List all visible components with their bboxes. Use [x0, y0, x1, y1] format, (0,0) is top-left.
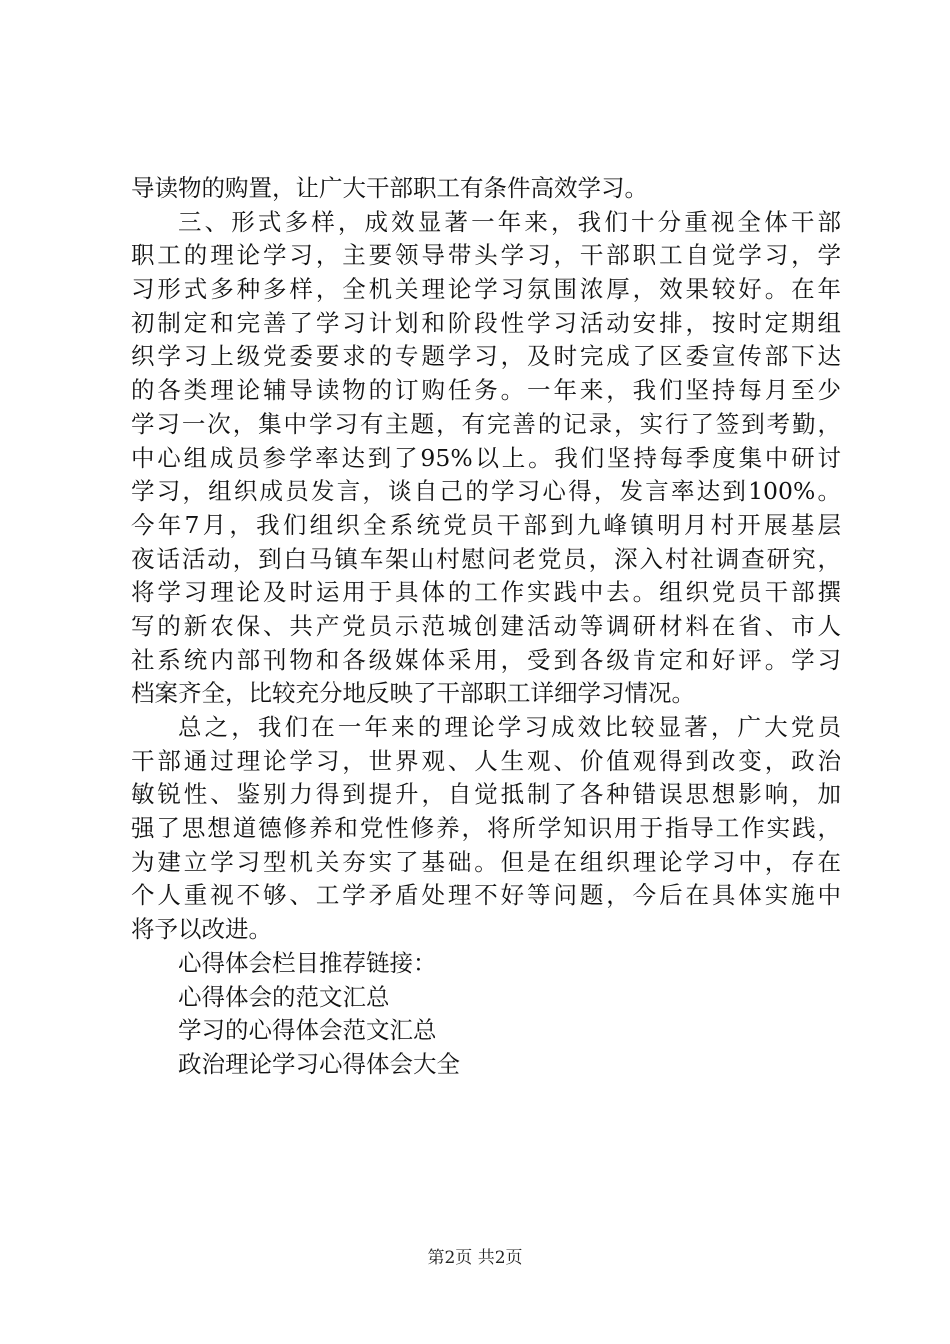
- text-line: 织学习上级党委要求的专题学习，及时完成了区委宣传部下达: [131, 342, 841, 371]
- text-line: 写的新农保、共产党员示范城创建活动等调研材料在省、市人: [131, 611, 841, 640]
- text-line: 的各类理论辅导读物的订购任务。一年来，我们坚持每月至少: [131, 376, 841, 405]
- paragraph-heading-line: 三、形式多样，成效显著一年来，我们十分重视全体干部: [178, 207, 841, 236]
- text-line: 档案齐全，比较充分地反映了干部职工详细学习情况。: [131, 679, 695, 708]
- summary-paragraph-line: 总之，我们在一年来的理论学习成效比较显著，广大党员: [178, 713, 841, 741]
- page-number-footer: 第2页 共2页: [427, 1248, 523, 1268]
- text-line: 学习，组织成员发言，谈自己的学习心得，发言率达到100%。: [131, 477, 841, 506]
- recommended-link-1[interactable]: 心得体会的范文汇总: [178, 982, 390, 1011]
- text-line: 习形式多种多样，全机关理论学习氛围浓厚，效果较好。在年: [131, 275, 841, 304]
- recommended-link-2[interactable]: 学习的心得体会范文汇总: [178, 1016, 437, 1045]
- text-line: 今年7月，我们组织全系统党员干部到九峰镇明月村开展基层: [131, 510, 841, 539]
- text-line: 将学习理论及时运用于具体的工作实践中去。组织党员干部撰: [131, 578, 841, 607]
- text-line: 中心组成员参学率达到了95%以上。我们坚持每季度集中研讨: [131, 443, 841, 472]
- text-line: 强了思想道德修养和党性修养，将所学知识用于指导工作实践，: [131, 814, 841, 843]
- text-line: 学习一次，集中学习有主题，有完善的记录，实行了签到考勤，: [131, 409, 841, 438]
- text-line: 干部通过理论学习，世界观、人生观、价值观得到改变，政治: [131, 746, 841, 775]
- text-line: 初制定和完善了学习计划和阶段性学习活动安排，按时定期组: [131, 308, 841, 337]
- text-line: 个人重视不够、工学矛盾处理不好等问题，今后在具体实施中: [131, 881, 841, 910]
- text-line: 夜话活动，到白马镇车架山村慰问老党员，深入村社调查研究，: [131, 544, 841, 573]
- recommended-links-heading: 心得体会栏目推荐链接：: [178, 948, 437, 977]
- document-body: [131, 172, 841, 1082]
- text-line: 敏锐性、鉴别力得到提升，自觉抵制了各种错误思想影响，加: [131, 780, 841, 809]
- text-line: 社系统内部刊物和各级媒体采用，受到各级肯定和好评。学习: [131, 645, 841, 674]
- recommended-link-3[interactable]: 政治理论学习心得体会大全: [178, 1049, 460, 1078]
- text-line: 职工的理论学习，主要领导带头学习，干部职工自觉学习，学: [131, 241, 841, 270]
- text-line: 为建立学习型机关夯实了基础。但是在组织理论学习中，存在: [131, 847, 841, 876]
- text-line: 将予以改进。: [131, 915, 272, 944]
- text-line: 导读物的购置，让广大干部职工有条件高效学习。: [131, 174, 648, 202]
